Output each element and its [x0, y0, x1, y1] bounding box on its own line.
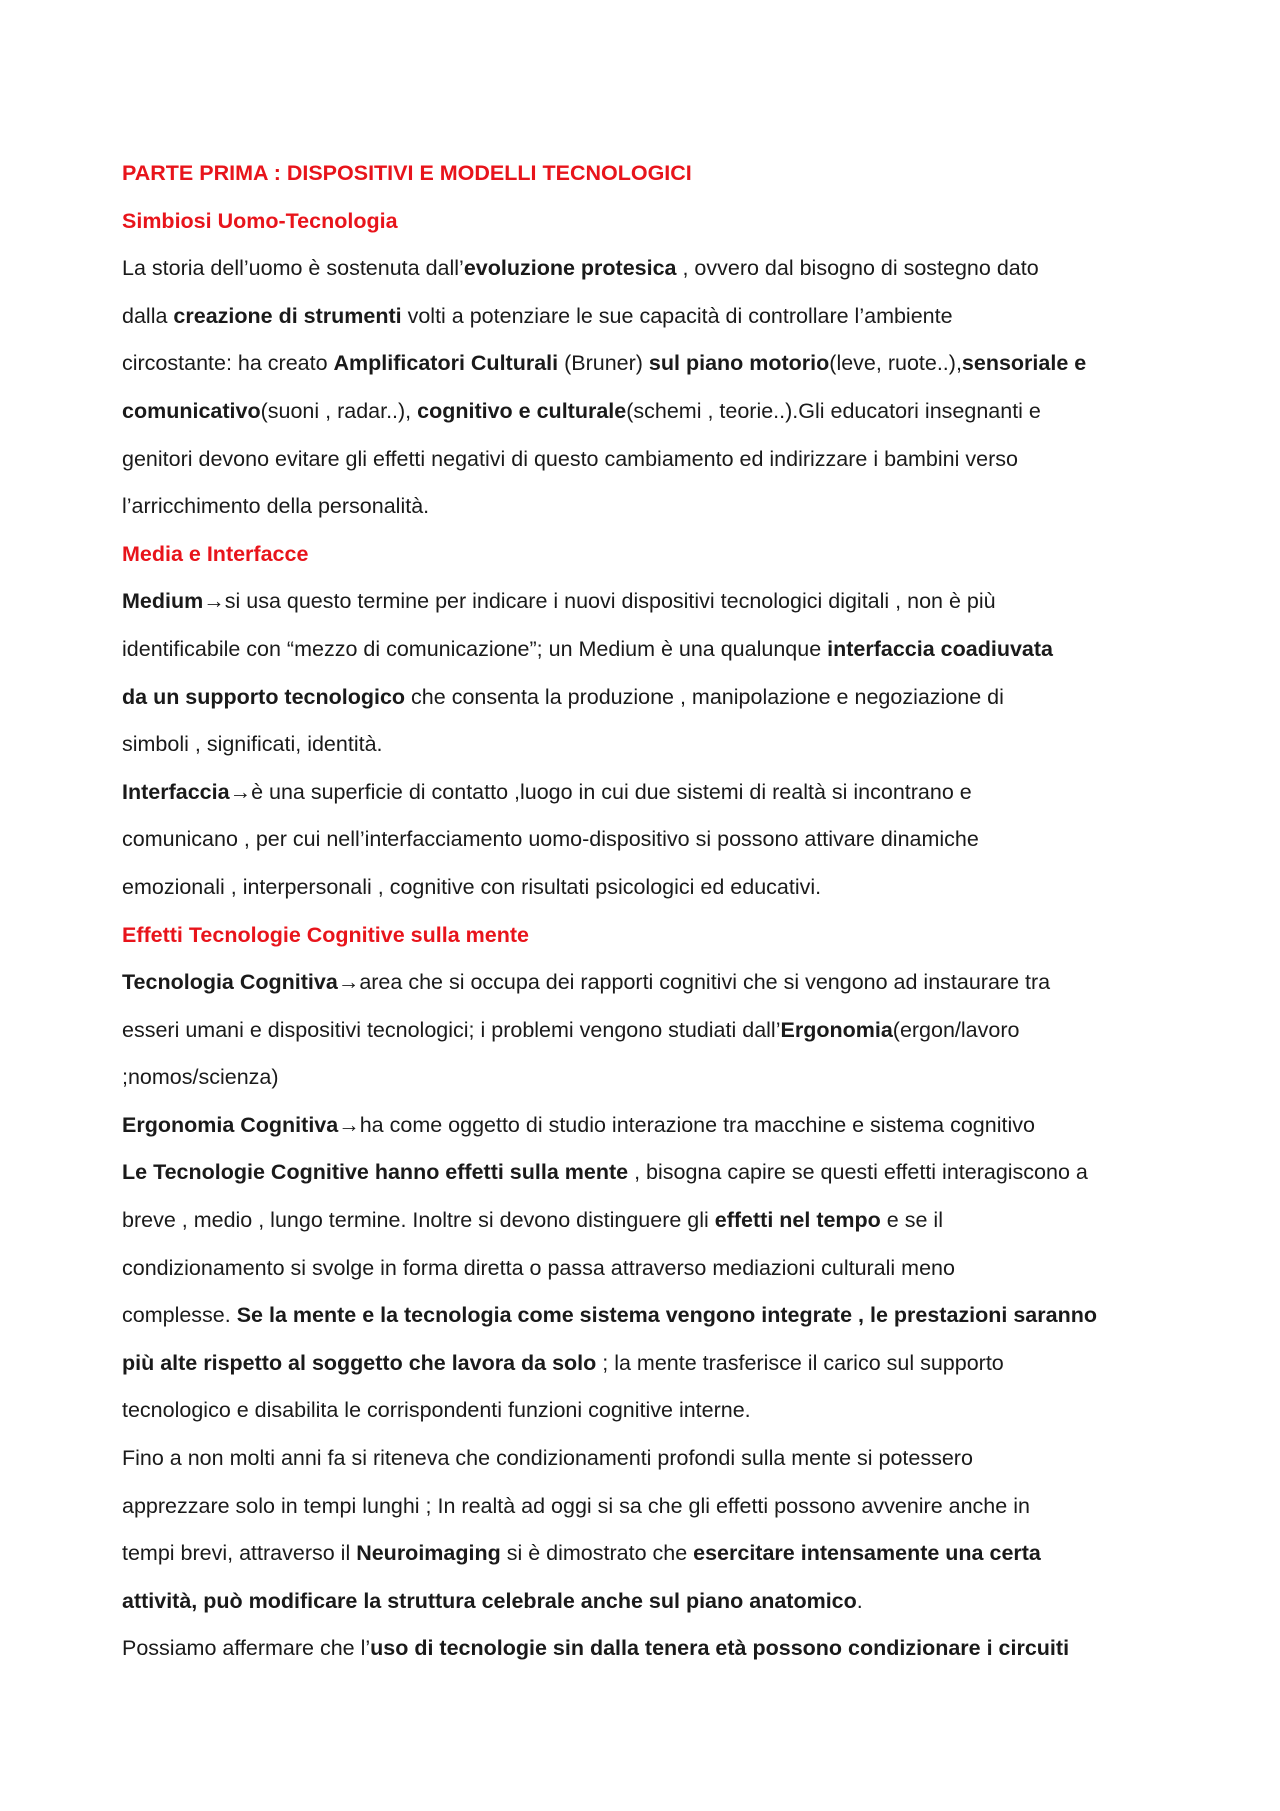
section-heading — [122, 531, 1172, 579]
bold-text: Simbiosi Uomo-Tecnologia — [122, 208, 398, 233]
text-segment: l’arricchimento della personalità. — [122, 494, 430, 519]
text-line — [122, 1102, 1172, 1150]
bold-text: Ergonomia — [780, 1017, 893, 1042]
bold-text: comunicativo — [122, 398, 261, 423]
text-segment: (ergon/lavoro — [892, 1017, 1020, 1042]
text-segment: (leve, ruote..), — [829, 351, 962, 376]
text-line — [122, 578, 1172, 626]
bold-text: Media e Interfacce — [122, 541, 309, 566]
text-segment: tecnologico e disabilita le corrispondenti funzioni cognitive interne. — [122, 1398, 751, 1423]
text-segment: dalla — [122, 303, 174, 328]
text-line — [122, 1292, 1172, 1340]
text-segment: e se il — [880, 1208, 943, 1233]
text-segment: ha come oggetto di studio interazione tra macchine e sistema cognitivo — [359, 1112, 1035, 1137]
text-line — [122, 1197, 1172, 1245]
text-line — [122, 959, 1172, 1007]
text-segment: genitori devono evitare gli effetti negativi di questo cambiamento ed indirizzare i bambini verso — [122, 446, 1018, 471]
bold-text: Amplificatori Culturali — [333, 351, 559, 376]
bold-text: Se la mente e la tecnologia come sistema vengono integrate , le prestazioni saranno — [236, 1303, 1097, 1328]
text-segment: tempi brevi, attraverso il — [122, 1541, 357, 1566]
bold-text: da un supporto tecnologico — [122, 684, 406, 709]
text-segment: (suoni , radar..), — [260, 398, 418, 423]
bold-text: più alte rispetto al soggetto che lavora da solo — [122, 1350, 597, 1375]
text-line — [122, 293, 1172, 341]
text-line — [122, 674, 1172, 722]
bold-text: sul piano motorio — [648, 351, 830, 376]
text-segment: esseri umani e dispositivi tecnologici; i problemi vengono studiati dall’ — [122, 1017, 781, 1042]
text-segment: condizionamento si svolge in forma diretta o passa attraverso mediazioni culturali meno — [122, 1255, 955, 1280]
text-segment: ;nomos/scienza) — [122, 1065, 279, 1090]
text-segment: simboli , significati, identità. — [122, 732, 383, 757]
text-segment: apprezzare solo in tempi lunghi ; In realtà ad oggi si sa che gli effetti possono avvenire anche in — [122, 1493, 1030, 1518]
text-segment: circostante: ha creato — [122, 351, 334, 376]
bold-text: Ergonomia Cognitiva — [122, 1112, 339, 1137]
text-segment: Fino a non molti anni fa si riteneva che condizionamenti profondi sulla mente si potessero — [122, 1446, 973, 1471]
text-segment: , ovvero dal bisogno di sostegno dato — [676, 256, 1039, 281]
bold-text: attività, può modificare la struttura celebrale anche sul piano anatomico — [122, 1588, 857, 1613]
bold-text: Tecnologia Cognitiva — [122, 970, 338, 995]
text-segment: complesse. — [122, 1303, 237, 1328]
text-line — [122, 436, 1172, 484]
text-line — [122, 816, 1172, 864]
bold-text: esercitare intensamente una certa — [693, 1541, 1041, 1566]
text-line — [122, 1625, 1172, 1673]
bold-text: Interfaccia — [122, 779, 230, 804]
text-segment: → — [203, 589, 225, 614]
text-line — [122, 626, 1172, 674]
text-segment: , bisogna capire se questi effetti interagiscono a — [628, 1160, 1088, 1185]
bold-text: sensoriale e — [961, 351, 1087, 376]
text-segment: (schemi , teorie..).Gli educatori insegnanti e — [626, 398, 1041, 423]
section-heading — [122, 912, 1172, 960]
text-line — [122, 1435, 1172, 1483]
text-segment: si è dimostrato che — [500, 1541, 694, 1566]
bold-text: Effetti Tecnologie Cognitive sulla mente — [122, 922, 529, 947]
text-line — [122, 1054, 1172, 1102]
text-line — [122, 1340, 1172, 1388]
text-line — [122, 483, 1172, 531]
text-segment: La storia dell’uomo è sostenuta dall’ — [122, 256, 464, 281]
text-segment: comunicano , per cui nell’interfacciamento uomo-dispositivo si possono attivare dinamiche — [122, 827, 979, 852]
bold-text: Medium — [122, 589, 204, 614]
bold-text: uso di tecnologie sin dalla tenera età possono condizionare i circuiti — [370, 1636, 1070, 1661]
text-line — [122, 388, 1172, 436]
text-segment: (Bruner) — [558, 351, 649, 376]
text-segment: emozionali , interpersonali , cognitive con risultati psicologici ed educativi. — [122, 874, 822, 899]
text-segment: . — [856, 1588, 863, 1613]
text-line — [122, 864, 1172, 912]
text-line — [122, 1245, 1172, 1293]
text-line — [122, 340, 1172, 388]
text-line — [122, 1007, 1172, 1055]
text-segment: area che si occupa dei rapporti cognitivi che si vengono ad instaurare tra — [359, 970, 1051, 995]
bold-text: creazione di strumenti — [173, 303, 402, 328]
section-heading — [122, 198, 1172, 246]
text-line — [122, 769, 1172, 817]
text-segment: che consenta la produzione , manipolazione e negoziazione di — [405, 684, 1004, 709]
section-heading — [122, 150, 1172, 198]
text-segment: ; la mente trasferisce il carico sul supporto — [596, 1350, 1004, 1375]
text-line — [122, 1387, 1172, 1435]
bold-text: evoluzione protesica — [463, 256, 677, 281]
text-segment: breve , medio , lungo termine. Inoltre si devono distinguere gli — [122, 1208, 715, 1233]
bold-text: Neuroimaging — [356, 1541, 501, 1566]
bold-text: interfaccia coadiuvata — [827, 636, 1053, 661]
text-line — [122, 1483, 1172, 1531]
document-body — [122, 150, 1172, 1673]
text-segment: identificabile con “mezzo di comunicazione”; un Medium è una qualunque — [122, 636, 828, 661]
bold-text: PARTE PRIMA : DISPOSITIVI E MODELLI TECNOLOGICI — [122, 161, 692, 185]
text-line — [122, 721, 1172, 769]
bold-text: Le Tecnologie Cognitive hanno effetti sulla mente — [122, 1160, 629, 1185]
text-segment: si usa questo termine per indicare i nuovi dispositivi tecnologici digitali , non è più — [224, 589, 996, 614]
text-line — [122, 245, 1172, 293]
text-segment: → — [337, 970, 360, 995]
text-line — [122, 1578, 1172, 1626]
text-segment: → — [338, 1112, 360, 1137]
text-segment: volti a potenziare le sue capacità di controllare l’ambiente — [401, 303, 953, 328]
text-line — [122, 1149, 1172, 1197]
text-segment: Possiamo affermare che l’ — [122, 1636, 371, 1661]
text-line — [122, 1530, 1172, 1578]
bold-text: cognitivo e culturale — [417, 398, 627, 423]
text-segment: è una superficie di contatto ,luogo in cui due sistemi di realtà si incontrano e — [251, 779, 972, 804]
text-segment: → — [229, 779, 252, 804]
bold-text: effetti nel tempo — [714, 1208, 881, 1233]
